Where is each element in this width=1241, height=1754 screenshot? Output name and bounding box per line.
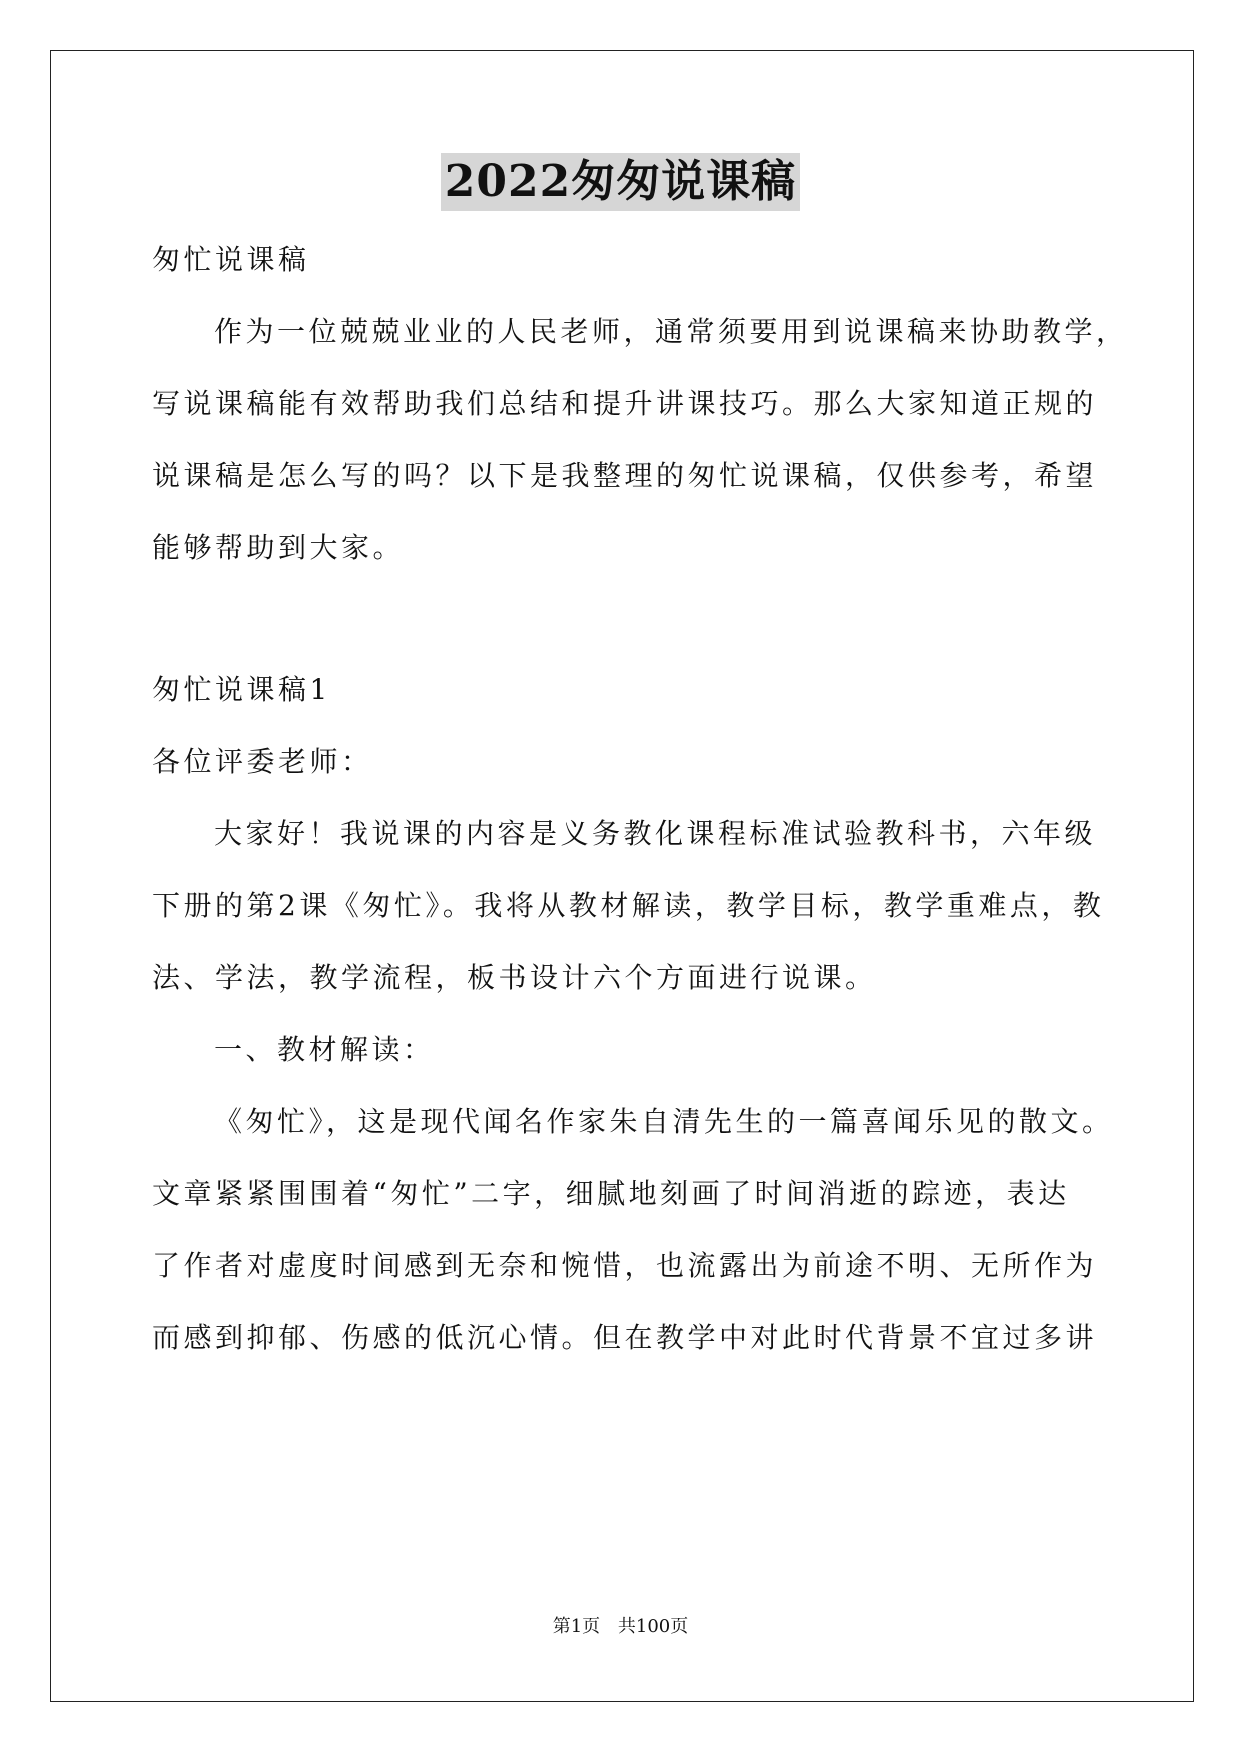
salutation: 各位评委老师： <box>152 745 373 778</box>
paragraph-line: 能够帮助到大家。 <box>152 531 405 564</box>
page-border <box>50 50 1194 1702</box>
paragraph-line: 写说课稿能有效帮助我们总结和提升讲课技巧。那么大家知道正规的 <box>152 387 1098 420</box>
paragraph-line: 了作者对虚度时间感到无奈和惋惜，也流露出为前途不明、无所作为 <box>152 1249 1098 1282</box>
paragraph-line: 而感到抑郁、伤感的低沉心情。但在教学中对此时代背景不宜过多讲 <box>152 1321 1098 1354</box>
title-container <box>0 153 1241 211</box>
page-footer <box>0 1612 1241 1638</box>
paragraph-line: 说课稿是怎么写的吗？以下是我整理的匆忙说课稿，仅供参考，希望 <box>152 459 1098 492</box>
section-heading: 匆忙说课稿1 <box>152 673 331 706</box>
page-number: 第1页 <box>552 1616 601 1637</box>
paragraph-line: 作为一位兢兢业业的人民老师，通常须要用到说课稿来协助教学， <box>214 315 1128 348</box>
paragraph-line: 文章紧紧围围着“匆忙”二字，细腻地刻画了时间消逝的踪迹，表达 <box>152 1177 1070 1210</box>
page-total: 共100页 <box>617 1616 689 1637</box>
section-heading: 匆忙说课稿 <box>152 243 310 276</box>
paragraph-line: 下册的第2课《匆忙》。我将从教材解读，教学目标，教学重难点，教 <box>152 889 1105 922</box>
document-title: 2022匆匆说课稿 <box>441 153 800 211</box>
paragraph-line: 法、学法，教学流程，板书设计六个方面进行说课。 <box>152 961 877 994</box>
paragraph-line: 大家好！我说课的内容是义务教化课程标准试验教科书，六年级 <box>214 817 1097 850</box>
paragraph-line: 《匆忙》，这是现代闻名作家朱自清先生的一篇喜闻乐见的散文。 <box>214 1105 1114 1138</box>
subsection-heading: 一、教材解读： <box>214 1033 435 1066</box>
